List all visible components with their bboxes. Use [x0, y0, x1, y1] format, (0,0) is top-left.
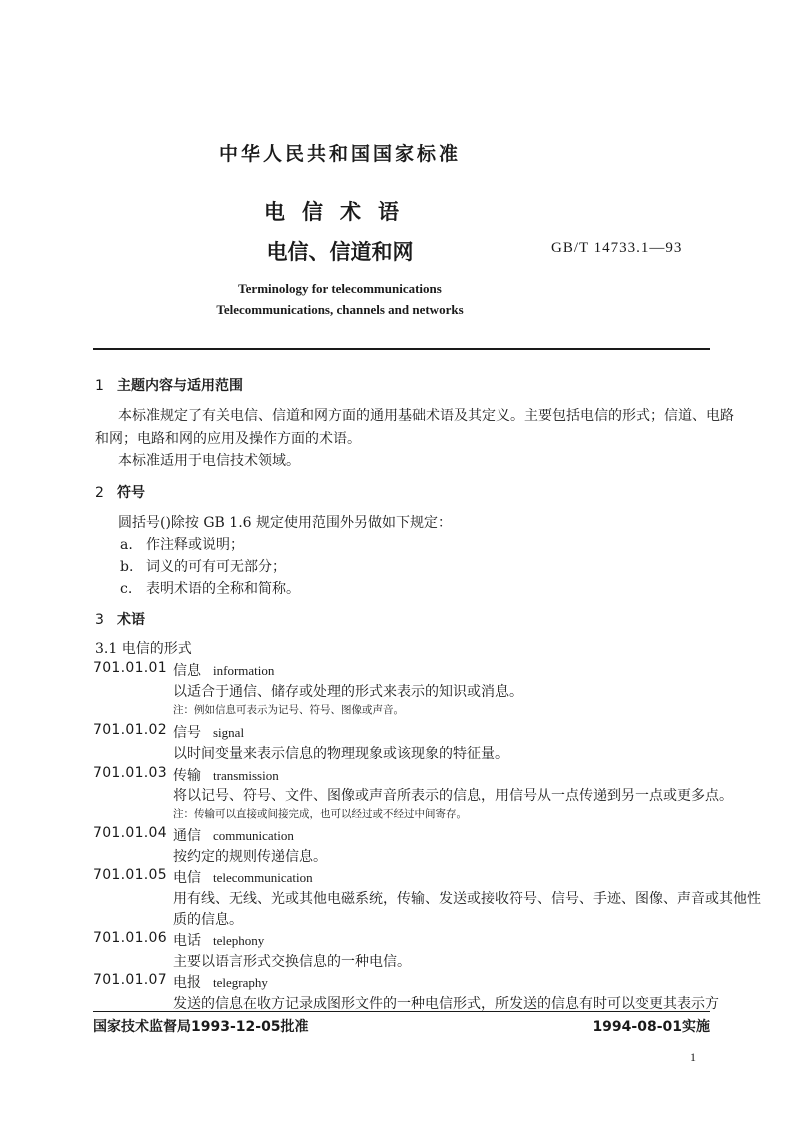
list-item-letter: b. [120, 559, 134, 575]
page-number: 1 [690, 1050, 696, 1064]
term-name [173, 972, 268, 992]
term-english: telegraphy [213, 975, 268, 990]
term-name [173, 930, 264, 950]
term-definition: 以时间变量来表示信息的物理现象或该现象的特征量。 [173, 746, 509, 762]
term-note: 注：传输可以直接或间接完成，也可以经过或不经过中间寄存。 [173, 808, 467, 820]
section-1-paragraph-1-line-2: 和网；电路和网的应用及操作方面的术语。 [95, 431, 361, 447]
term-definition-continued: 质的信息。 [173, 912, 243, 928]
term-english: telephony [213, 933, 265, 948]
footer-divider [93, 1011, 710, 1012]
section-number: 1 [95, 378, 104, 394]
document-subtitle: 电信、信道和网 [266, 240, 414, 264]
term-chinese: 通信 [173, 828, 201, 844]
term-definition: 用有线、无线、光或其他电磁系统，传输、发送或接收符号、信号、手迹、图像、声音或其他性 [173, 891, 761, 907]
section-title: 符号 [117, 485, 145, 501]
standard-number: GB/T 14733.1—93 [551, 240, 683, 256]
term-definition: 按约定的规则传递信息。 [173, 849, 327, 865]
term-chinese: 信息 [173, 663, 201, 679]
term-chinese: 传输 [173, 768, 201, 784]
section-number: 3 [95, 612, 104, 628]
term-english: transmission [213, 768, 279, 783]
term-name [173, 660, 274, 680]
list-item [120, 534, 244, 554]
section-2-intro: 圆括号()除按 GB 1.6 规定使用范围外另做如下规定： [118, 515, 453, 531]
header-divider [93, 348, 710, 350]
term-name [173, 722, 244, 742]
implementation-date: 1994-08-01实施 [592, 1019, 710, 1035]
term-name [173, 867, 313, 887]
section-2-heading [95, 482, 145, 502]
list-item-text: 表明术语的全称和简称。 [146, 581, 300, 597]
term-id: 701.01.05 [93, 867, 167, 883]
term-definition: 发送的信息在收方记录成图形文件的一种电信形式，所发送的信息有时可以变更其表示方 [173, 996, 719, 1012]
list-item-text: 词义的可有可无部分； [146, 559, 286, 575]
term-chinese: 电报 [173, 975, 201, 991]
term-id: 701.01.03 [93, 765, 167, 781]
subsection-heading: 3.1 电信的形式 [95, 641, 192, 657]
term-english: information [213, 663, 275, 678]
approval-date: 国家技术监督局1993-12-05批准 [93, 1019, 309, 1035]
term-note: 注：例如信息可表示为记号、符号、图像或声音。 [173, 704, 404, 716]
section-1-paragraph-2: 本标准适用于电信技术领域。 [118, 453, 300, 469]
term-id: 701.01.06 [93, 930, 167, 946]
term-definition: 以适合于通信、储存或处理的形式来表示的知识或消息。 [173, 684, 523, 700]
list-item [120, 578, 300, 598]
list-item [120, 556, 286, 576]
term-english: communication [213, 828, 294, 843]
term-chinese: 电信 [173, 870, 201, 886]
section-1-heading [95, 375, 243, 395]
section-title: 术语 [117, 612, 145, 628]
section-3-heading [95, 609, 145, 629]
term-id: 701.01.02 [93, 722, 167, 738]
section-number: 2 [95, 485, 104, 501]
national-standard-heading: 中华人民共和国国家标准 [218, 143, 461, 165]
term-name [173, 765, 279, 785]
term-chinese: 电话 [173, 933, 201, 949]
document-title: 电信术语 [264, 200, 416, 224]
section-title: 主题内容与适用范围 [117, 378, 243, 394]
section-1-paragraph-1-line-1: 本标准规定了有关电信、信道和网方面的通用基础术语及其定义。主要包括电信的形式；信道、电路 [118, 408, 734, 424]
english-title-line-1: Terminology for telecommunications [238, 281, 442, 296]
term-definition: 主要以语言形式交换信息的一种电信。 [173, 954, 411, 970]
term-english: telecommunication [213, 870, 313, 885]
list-item-letter: a. [120, 537, 133, 553]
term-chinese: 信号 [173, 725, 201, 741]
term-english: signal [213, 725, 245, 740]
term-id: 701.01.04 [93, 825, 167, 841]
term-id: 701.01.01 [93, 660, 167, 676]
term-id: 701.01.07 [93, 972, 167, 988]
list-item-text: 作注释或说明； [146, 537, 244, 553]
list-item-letter: c. [120, 581, 133, 597]
english-title-line-2: Telecommunications, channels and networks [216, 302, 464, 317]
term-name [173, 825, 294, 845]
term-definition: 将以记号、符号、文件、图像或声音所表示的信息，用信号从一点传递到另一点或更多点。 [173, 788, 733, 804]
